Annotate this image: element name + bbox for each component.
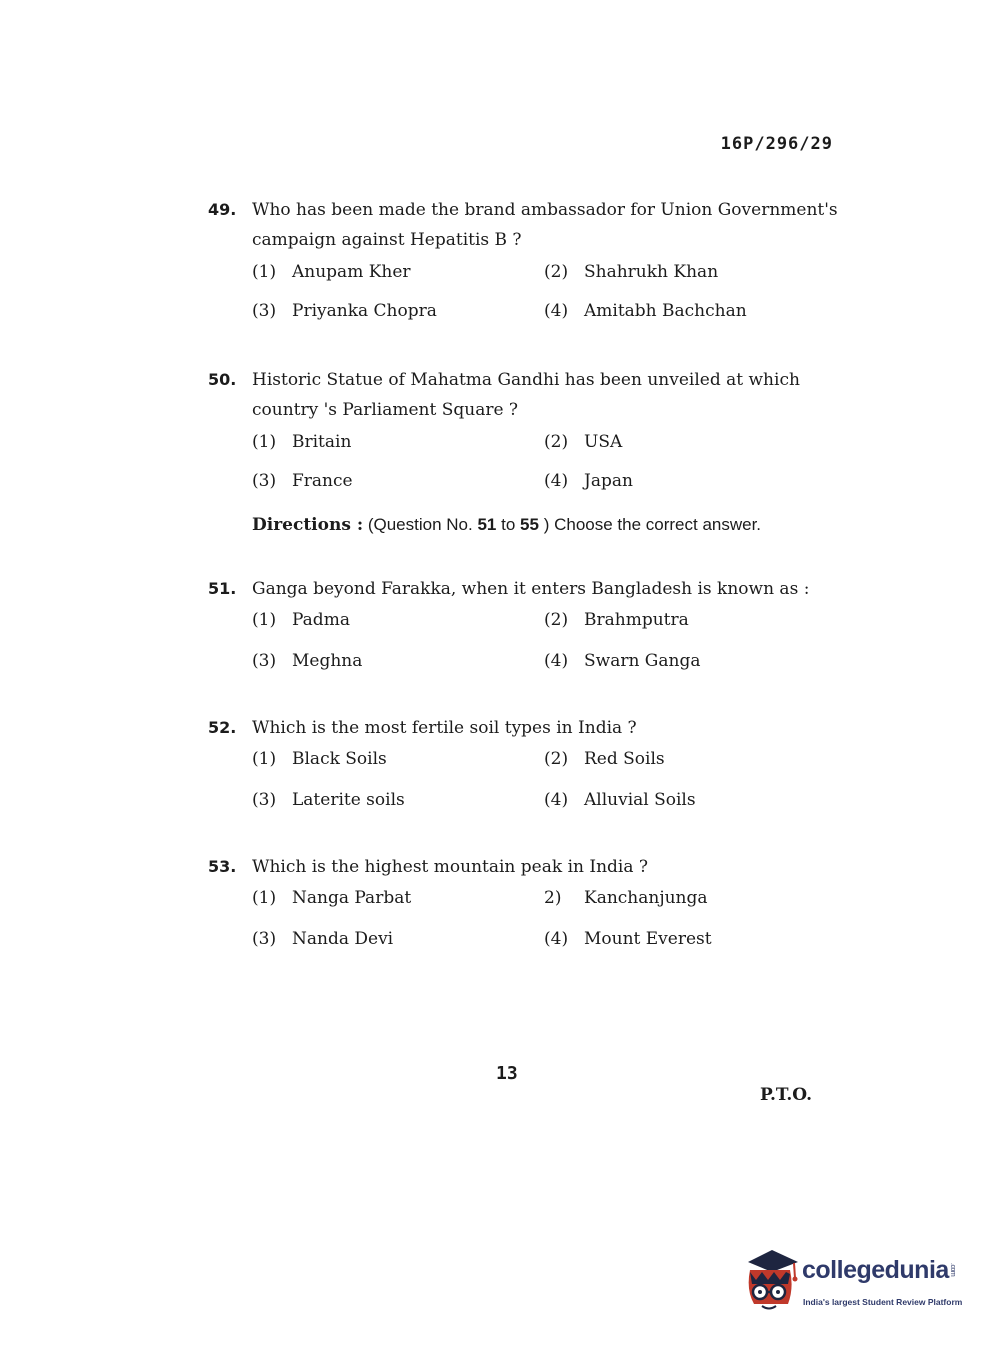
directions-to: 55	[520, 515, 539, 534]
option-2: 2) Kanchanjunga	[544, 888, 708, 908]
logo-domain-suffix: .com	[948, 1262, 956, 1276]
question-text: Which is the most fertile soil types in India ?	[252, 718, 637, 738]
option-1: (1) Padma	[252, 610, 350, 630]
question-number: 52.	[208, 718, 237, 737]
option-4: (4) Alluvial Soils	[544, 790, 696, 810]
options	[208, 749, 838, 829]
collegedunia-logo	[742, 1248, 972, 1318]
question-text: Which is the highest mountain peak in India ?	[252, 857, 648, 877]
question-number: 51.	[208, 579, 237, 598]
question-text: Who has been made the brand ambassador for Union Government's	[252, 200, 838, 220]
option-2: (2) Brahmputra	[544, 610, 689, 630]
directions-label: Directions :	[252, 515, 364, 535]
directions-part2: ) Choose the correct answer.	[543, 515, 762, 534]
option-2: (2) Red Soils	[544, 749, 665, 769]
question-text: Historic Statue of Mahatma Gandhi has been unveiled at which	[252, 370, 800, 390]
option-1: (1) Nanga Parbat	[252, 888, 412, 908]
question-text-continued: campaign against Hepatitis B ?	[252, 230, 522, 250]
directions	[252, 515, 761, 535]
options	[208, 432, 838, 510]
logo-tagline: India's largest Student Review Platform	[803, 1297, 963, 1307]
question-text: Ganga beyond Farakka, when it enters Bangladesh is known as :	[252, 579, 810, 599]
directions-from: 51	[477, 515, 497, 534]
options	[208, 262, 838, 340]
option-4: (4) Amitabh Bachchan	[544, 301, 747, 321]
option-4: (4) Swarn Ganga	[544, 651, 701, 671]
question-49	[208, 194, 838, 340]
page-number: 13	[496, 1063, 518, 1084]
option-4: (4) Japan	[544, 471, 633, 491]
pto-label: P.T.O.	[760, 1085, 812, 1105]
option-1: (1) Anupam Kher	[252, 262, 411, 282]
option-3: (3) Priyanka Chopra	[252, 301, 437, 321]
option-3: (3) Nanda Devi	[252, 929, 394, 949]
option-2: (2) Shahrukh Khan	[544, 262, 719, 282]
question-number: 50.	[208, 370, 237, 389]
logo-name: collegedunia	[802, 1256, 949, 1284]
option-2: (2) USA	[544, 432, 623, 452]
mascot-icon	[742, 1248, 802, 1314]
directions-to-word: to	[501, 515, 516, 534]
option-1: (1) Black Soils	[252, 749, 387, 769]
question-text-continued: country 's Parliament Square ?	[252, 400, 519, 420]
options	[208, 888, 838, 968]
option-3: (3) France	[252, 471, 353, 491]
option-4: (4) Mount Everest	[544, 929, 712, 949]
paper-code: 16P/296/29	[720, 134, 833, 154]
option-3: (3) Meghna	[252, 651, 363, 671]
directions-part1: (Question No.	[367, 515, 473, 534]
option-1: (1) Britain	[252, 432, 352, 452]
question-51	[208, 573, 838, 690]
question-53	[208, 851, 838, 968]
question-50	[208, 364, 838, 510]
question-52	[208, 712, 838, 829]
options	[208, 610, 838, 690]
question-number: 49.	[208, 200, 237, 219]
question-number: 53.	[208, 857, 237, 876]
option-3: (3) Laterite soils	[252, 790, 405, 810]
